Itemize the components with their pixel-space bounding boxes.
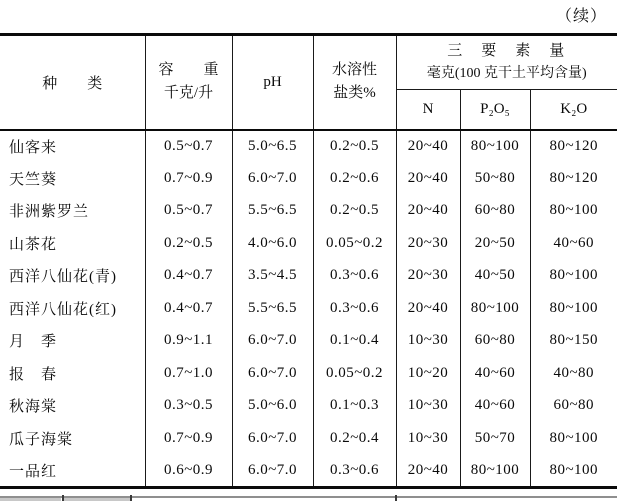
bulk-density-cell: 0.6~0.9 (145, 455, 232, 488)
species-cell: 报 春 (0, 357, 145, 390)
p2o5-cell: 40~60 (460, 390, 530, 423)
bulk-density-title: 容 重 (158, 62, 219, 78)
soluble-salts-cell: 0.2~0.5 (313, 195, 396, 228)
bulk-density-cell: 0.7~0.9 (145, 422, 232, 455)
species-cell: 非洲紫罗兰 (0, 195, 145, 228)
ph-cell: 3.5~4.5 (232, 260, 313, 293)
p2o5-cell: 40~60 (460, 357, 530, 390)
table-body (0, 130, 617, 488)
bulk-density-cell: 0.2~0.5 (145, 227, 232, 260)
p2o5-cell: 20~50 (460, 227, 530, 260)
col-header-p2o5: P₂O₅ (460, 90, 530, 130)
n-cell: 20~40 (396, 455, 460, 488)
soluble-salts-cell: 0.3~0.6 (313, 292, 396, 325)
p2o5-cell: 60~80 (460, 325, 530, 358)
ph-cell: 5.5~6.5 (232, 292, 313, 325)
n-cell: 10~30 (396, 390, 460, 423)
k2o-cell: 80~100 (530, 195, 617, 228)
table-row (0, 195, 617, 228)
ph-cell: 5.0~6.5 (232, 130, 313, 163)
p2o5-cell: 80~100 (460, 292, 530, 325)
species-cell: 山茶花 (0, 227, 145, 260)
bulk-density-cell: 0.7~1.0 (145, 357, 232, 390)
nutrients-group-title: 三 要 素 量 (447, 43, 567, 60)
p2o5-cell: 50~80 (460, 162, 530, 195)
species-cell: 秋海棠 (0, 390, 145, 423)
table-row (0, 162, 617, 195)
bulk-density-cell: 0.4~0.7 (145, 260, 232, 293)
bulk-density-cell: 0.9~1.1 (145, 325, 232, 358)
table-row (0, 130, 617, 163)
bulk-density-cell: 0.4~0.7 (145, 292, 232, 325)
bulk-density-unit: 千克/升 (163, 85, 214, 102)
col-header-nutrients-group (396, 35, 617, 90)
soluble-salts-cell: 0.05~0.2 (313, 357, 396, 390)
soluble-salts-unit: 盐类% (333, 85, 376, 102)
ph-cell: 5.5~6.5 (232, 195, 313, 228)
table-row (0, 390, 617, 423)
ph-cell: 6.0~7.0 (232, 325, 313, 358)
col-header-k2o: K₂O (530, 90, 617, 130)
species-cell: 西洋八仙花(青) (0, 260, 145, 293)
table-header (0, 35, 617, 130)
ph-cell: 4.0~6.0 (232, 227, 313, 260)
k2o-cell: 40~80 (530, 357, 617, 390)
p2o5-cell: 40~50 (460, 260, 530, 293)
ph-cell: 5.0~6.0 (232, 390, 313, 423)
col-header-ph: pH (232, 35, 313, 130)
col-header-bulk-density (145, 35, 232, 130)
table-row (0, 325, 617, 358)
next-table-fragment-tick (62, 495, 64, 501)
table-row (0, 260, 617, 293)
ph-cell: 6.0~7.0 (232, 455, 313, 488)
p2o5-cell: 60~80 (460, 195, 530, 228)
soluble-salts-cell: 0.2~0.5 (313, 130, 396, 163)
soluble-salts-title: 水溶性 (331, 62, 377, 78)
col-header-n: N (396, 90, 460, 130)
next-table-fragment-tick (395, 495, 397, 501)
species-cell: 一品红 (0, 455, 145, 488)
next-table-fragment-tick (130, 495, 132, 501)
species-cell: 瓜子海棠 (0, 422, 145, 455)
table-row (0, 455, 617, 488)
continued-label: （续） (555, 8, 607, 25)
n-cell: 20~30 (396, 227, 460, 260)
n-cell: 20~40 (396, 292, 460, 325)
k2o-cell: 80~120 (530, 130, 617, 163)
k2o-cell: 40~60 (530, 227, 617, 260)
n-cell: 10~20 (396, 357, 460, 390)
n-cell: 20~40 (396, 195, 460, 228)
species-cell: 天竺葵 (0, 162, 145, 195)
soluble-salts-cell: 0.1~0.4 (313, 325, 396, 358)
bulk-density-cell: 0.5~0.7 (145, 130, 232, 163)
k2o-cell: 80~100 (530, 422, 617, 455)
soluble-salts-cell: 0.2~0.4 (313, 422, 396, 455)
header-row-main (0, 35, 617, 90)
soluble-salts-cell: 0.05~0.2 (313, 227, 396, 260)
n-cell: 20~40 (396, 162, 460, 195)
p2o5-cell: 80~100 (460, 130, 530, 163)
k2o-cell: 80~150 (530, 325, 617, 358)
ph-cell: 6.0~7.0 (232, 422, 313, 455)
ph-cell: 6.0~7.0 (232, 162, 313, 195)
k2o-cell: 60~80 (530, 390, 617, 423)
table-row (0, 422, 617, 455)
bulk-density-cell: 0.3~0.5 (145, 390, 232, 423)
soluble-salts-cell: 0.3~0.6 (313, 455, 396, 488)
bulk-density-cell: 0.5~0.7 (145, 195, 232, 228)
species-cell: 仙客来 (0, 130, 145, 163)
n-cell: 20~40 (396, 130, 460, 163)
ph-cell: 6.0~7.0 (232, 357, 313, 390)
p2o5-cell: 50~70 (460, 422, 530, 455)
soluble-salts-cell: 0.2~0.6 (313, 162, 396, 195)
col-header-species: 种 类 (0, 35, 145, 130)
k2o-cell: 80~100 (530, 260, 617, 293)
k2o-cell: 80~100 (530, 455, 617, 488)
growing-media-table (0, 33, 617, 489)
col-header-soluble-salts (313, 35, 396, 130)
table-row (0, 292, 617, 325)
k2o-cell: 80~100 (530, 292, 617, 325)
table-row (0, 227, 617, 260)
soluble-salts-cell: 0.1~0.3 (313, 390, 396, 423)
species-cell: 月 季 (0, 325, 145, 358)
nutrients-group-unit: 毫克(100 克干土平均含量) (426, 66, 587, 82)
table-row (0, 357, 617, 390)
n-cell: 20~30 (396, 260, 460, 293)
n-cell: 10~30 (396, 325, 460, 358)
p2o5-cell: 80~100 (460, 455, 530, 488)
k2o-cell: 80~120 (530, 162, 617, 195)
bulk-density-cell: 0.7~0.9 (145, 162, 232, 195)
soluble-salts-cell: 0.3~0.6 (313, 260, 396, 293)
species-cell: 西洋八仙花(红) (0, 292, 145, 325)
n-cell: 10~30 (396, 422, 460, 455)
